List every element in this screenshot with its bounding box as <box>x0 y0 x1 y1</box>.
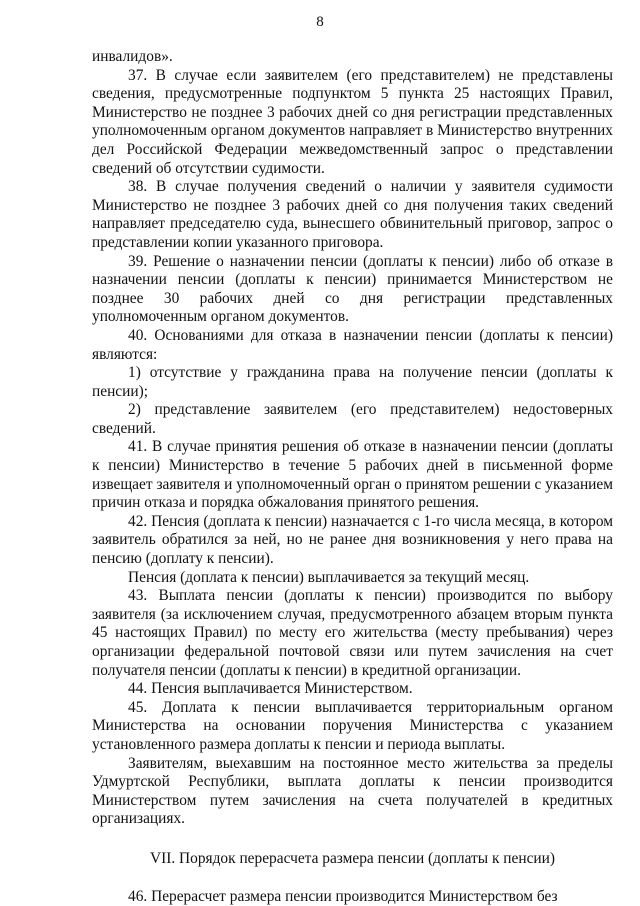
paragraph-42-note: Пенсия (доплата к пенсии) выплачивается за текущий месяц. <box>128 568 530 586</box>
paragraph-44: 44. Пенсия выплачивается Министерством. <box>128 680 413 698</box>
paragraph-43: 43. Выплата пенсии (доплаты к пенсии) производится по выбору заявителя (за исключением случая, предусмотренного абзацем вторым пункта 45 настоящих Правил) по месту его жительства (месту пребывания) через организации федеральной почтовой связи или путем зачисления на счет получателя пенсии (доплаты к пенсии) в кредитной организации. <box>92 587 613 679</box>
paragraph-42: 42. Пенсия (доплата к пенсии) назначается с 1-го числа месяца, в котором заявитель обратился за ней, но не ранее дня возникновения у него права на пенсию (доплату к пенсии). <box>92 512 613 568</box>
section-heading: VII. Порядок перерасчета размера пенсии (доплаты к пенсии) <box>149 849 556 867</box>
paragraph-41: 41. В случае принятия решения об отказе в назначении пенсии (доплаты к пенсии) Министерство в течение 5 рабочих дней в письменной форме извещает заявителя и уполномоченный орган о принятом решении с указанием причин отказа и порядка обжалования принятого решения. <box>92 438 613 512</box>
paragraph-40-item-1: 1) отсутствие у гражданина права на получение пенсии (доплаты к пенсии); <box>92 364 613 400</box>
paragraph-40-item-2: 2) представление заявителем (его представителем) недостоверных сведений. <box>92 401 613 437</box>
document-body <box>92 48 613 906</box>
paragraph-45: 45. Доплата к пенсии выплачивается территориальным органом Министерства на основании поручения Министерства с указанием установленного размера доплаты к пенсии и периода выплаты. <box>92 698 613 753</box>
paragraph-46: 46. Перерасчет размера пенсии производится Министерством без <box>128 887 558 905</box>
paragraph-45-note: Заявителям, выехавшим на постоянное место жительства за пределы Удмуртской Республики, выплата доплаты к пенсии производится Министерством путем зачисления на счета получателей в кредитных организациях. <box>92 754 613 828</box>
paragraph-37: 37. В случае если заявителем (его представителем) не представлены сведения, предусмотренные подпунктом 5 пункта 25 настоящих Правил, Министерство не позднее 3 рабочих дней со дня регистрации представленных уполномоченным органом документов направляет в Министерство внутренних дел Российской Федерации межведомственный запрос о представлении сведений об отсутствии судимости. <box>92 66 613 177</box>
paragraph-40: 40. Основаниями для отказа в назначении пенсии (доплаты к пенсии) являются: <box>92 326 613 363</box>
page-number: 8 <box>316 14 324 30</box>
paragraph-39: 39. Решение о назначении пенсии (доплаты к пенсии) либо об отказе в назначении пенсии (доплаты к пенсии) принимается Министерством не позднее 30 рабочих дней со дня регистрации представленных уполномоченным органом документов. <box>92 252 613 326</box>
paragraph-continuation: инвалидов». <box>92 48 173 65</box>
paragraph-38: 38. В случае получения сведений о наличии у заявителя судимости Министерство не позднее 3 рабочих дней со дня получения таких сведений направляет председателю суда, вынесшего обвинительный приговор, запрос о представлении копии указанного приговора. <box>92 178 613 251</box>
